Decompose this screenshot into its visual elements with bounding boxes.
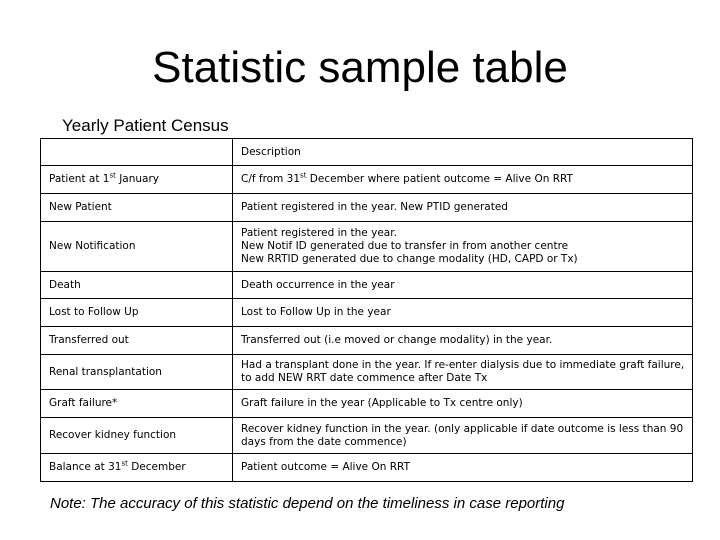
table-row — [41, 166, 693, 194]
row-description: Patient outcome = Alive On RRT — [233, 454, 693, 482]
census-table — [40, 138, 693, 482]
page-title: Statistic sample table — [152, 43, 568, 92]
table-row — [41, 355, 693, 390]
row-description: C/f from 31st December where patient outcome = Alive On RRT — [233, 166, 693, 194]
table-header-row — [41, 139, 693, 166]
row-description: Death occurrence in the year — [233, 272, 693, 299]
row-label: New Patient — [41, 194, 233, 222]
table-row — [41, 194, 693, 222]
row-label: Patient at 1st January — [41, 166, 233, 194]
row-label: New Notification — [41, 222, 233, 272]
row-description: Transferred out (i.e moved or change modality) in the year. — [233, 327, 693, 355]
table-row — [41, 454, 693, 482]
row-label: Recover kidney function — [41, 418, 233, 454]
row-label: Renal transplantation — [41, 355, 233, 390]
table-row — [41, 390, 693, 418]
row-label: Death — [41, 272, 233, 299]
row-label: Balance at 31st December — [41, 454, 233, 482]
table-row — [41, 299, 693, 327]
row-description: Had a transplant done in the year. If re-enter dialysis due to immediate graft failure, to add NEW RRT date commence after Date Tx — [233, 355, 693, 390]
header-cell-description: Description — [233, 139, 693, 166]
footnote: Note: The accuracy of this statistic depend on the timeliness in case reporting — [50, 495, 565, 512]
row-label: Lost to Follow Up — [41, 299, 233, 327]
row-description: Patient registered in the year. New Notif ID generated due to transfer in from another centre New RRTID generated due to change modality (HD, CAPD or Tx) — [233, 222, 693, 272]
row-label: Transferred out — [41, 327, 233, 355]
header-cell-label — [41, 139, 233, 166]
row-label: Graft failure* — [41, 390, 233, 418]
row-description: Recover kidney function in the year. (only applicable if date outcome is less than 90 days from the date commence) — [233, 418, 693, 454]
table-caption: Yearly Patient Census — [62, 116, 229, 135]
table-row — [41, 222, 693, 272]
row-description: Patient registered in the year. New PTID generated — [233, 194, 693, 222]
table-row — [41, 272, 693, 299]
row-description: Graft failure in the year (Applicable to Tx centre only) — [233, 390, 693, 418]
table-row — [41, 327, 693, 355]
row-description: Lost to Follow Up in the year — [233, 299, 693, 327]
table-row — [41, 418, 693, 454]
